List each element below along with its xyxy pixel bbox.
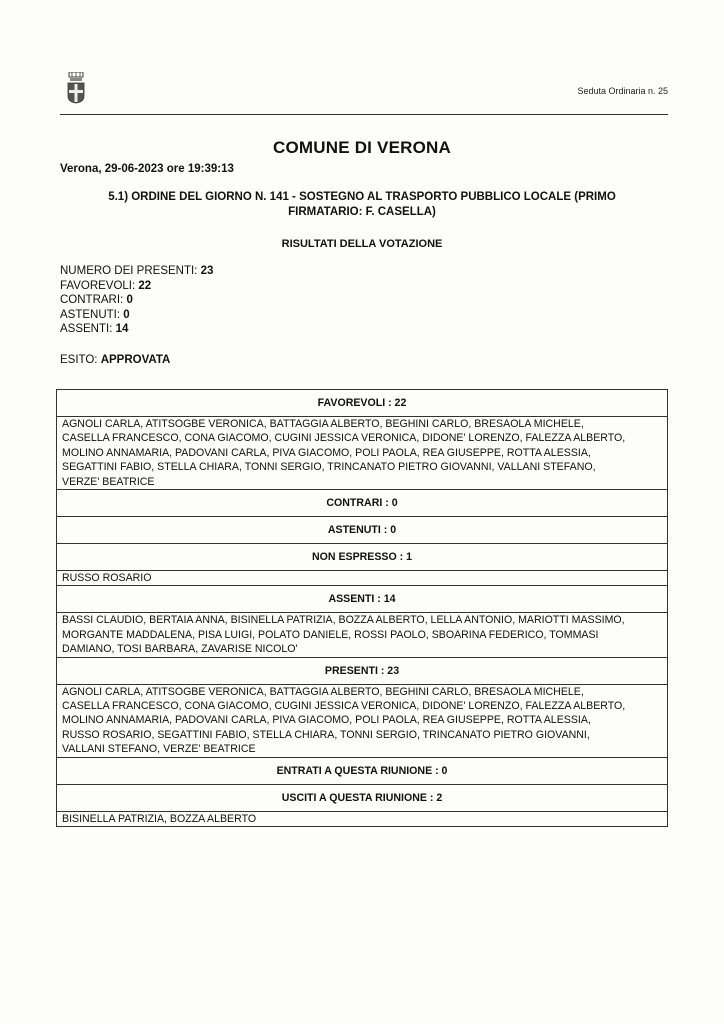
vote-details-table — [56, 389, 668, 827]
vote-counts — [60, 264, 213, 337]
count-value: 22 — [138, 279, 152, 292]
presenti-header: PRESENTI : 23 — [57, 657, 668, 684]
name-line: RUSSO ROSARIO, SEGATTINI FABIO, STELLA CHIARA, TONNI SERGIO, TRINCANATO PIETRO GIOVANNI, — [62, 728, 590, 741]
table-row — [57, 586, 668, 613]
non-espresso-header: NON ESPRESSO : 1 — [57, 544, 668, 571]
name-line: CASELLA FRANCESCO, CONA GIACOMO, CUGINI JESSICA VERONICA, DIDONE' LORENZO, FALEZZA ALBERTO, — [62, 432, 626, 445]
count-contrari — [60, 293, 213, 308]
count-astenuti — [60, 308, 213, 323]
outcome-value: APPROVATA — [100, 354, 171, 366]
table-row — [57, 571, 668, 586]
table-row — [57, 517, 668, 544]
contrari-header: CONTRARI : 0 — [57, 490, 668, 517]
count-label: FAVOREVOLI: — [60, 279, 139, 292]
presenti-names — [57, 684, 668, 757]
count-value: 23 — [200, 265, 214, 277]
count-label: NUMERO DEI PRESENTI: — [60, 265, 201, 277]
name-line: VERZE' BEATRICE — [62, 475, 155, 488]
name-line: SEGATTINI FABIO, STELLA CHIARA, TONNI SERGIO, TRINCANATO PIETRO GIOVANNI, VALLANI STEFANO, — [62, 461, 596, 474]
assenti-names — [57, 613, 668, 657]
astenuti-header: ASTENUTI : 0 — [57, 517, 668, 544]
count-assenti — [60, 322, 213, 337]
agenda-subject-line: 5.1) ORDINE DEL GIORNO N. 141 - SOSTEGNO AL TRASPORTO PUBBLICO LOCALE (PRIMO — [108, 191, 616, 203]
count-label: ASSENTI: — [60, 323, 116, 336]
comune-coat-of-arms-logo — [66, 72, 86, 104]
table-row — [57, 390, 668, 417]
name-line: CASELLA FRANCESCO, CONA GIACOMO, CUGINI JESSICA VERONICA, DIDONE' LORENZO, FALEZZA ALBERTO, — [62, 700, 626, 713]
vote-datetime: Verona, 29-06-2023 ore 19:39:13 — [60, 163, 234, 175]
table-row — [57, 684, 668, 757]
count-label: ASTENUTI: — [60, 308, 124, 321]
name-line: VALLANI STEFANO, VERZE' BEATRICE — [62, 743, 256, 756]
session-number: Seduta Ordinaria n. 25 — [577, 86, 668, 96]
usciti-header: USCITI A QUESTA RIUNIONE : 2 — [57, 784, 668, 811]
table-row — [57, 657, 668, 684]
name-line: DAMIANO, TOSI BARBARA, ZAVARISE NICOLO' — [62, 643, 298, 656]
table-row — [57, 757, 668, 784]
name-line: MOLINO ANNAMARIA, PADOVANI CARLA, PIVA GIACOMO, POLI PAOLA, REA GIUSEPPE, ROTTA ALESSIA, — [62, 446, 591, 459]
count-value: 14 — [115, 323, 129, 336]
usciti-names — [57, 811, 668, 826]
name-line: RUSSO ROSARIO — [62, 572, 152, 585]
favorevoli-header: FAVOREVOLI : 22 — [57, 390, 668, 417]
count-value: 0 — [126, 294, 133, 307]
outcome-label: ESITO: — [60, 354, 101, 366]
name-line: AGNOLI CARLA, ATITSOGBE VERONICA, BATTAGGIA ALBERTO, BEGHINI CARLO, BRESAOLA MICHELE, — [62, 418, 584, 430]
count-value: 0 — [123, 308, 130, 321]
table-row — [57, 417, 668, 490]
name-line: AGNOLI CARLA, ATITSOGBE VERONICA, BATTAGGIA ALBERTO, BEGHINI CARLO, BRESAOLA MICHELE, — [62, 685, 584, 698]
agenda-subject-line: FIRMATARIO: F. CASELLA) — [288, 206, 436, 218]
count-presenti — [60, 264, 213, 279]
favorevoli-names — [57, 417, 668, 490]
count-label: CONTRARI: — [60, 294, 127, 307]
header-divider — [60, 114, 668, 115]
table-row — [57, 490, 668, 517]
count-favorevoli — [60, 279, 213, 294]
entrati-header: ENTRATI A QUESTA RIUNIONE : 0 — [57, 757, 668, 784]
table-row — [57, 544, 668, 571]
assenti-header: ASSENTI : 14 — [57, 586, 668, 613]
vote-outcome — [60, 354, 170, 366]
results-heading: RISULTATI DELLA VOTAZIONE — [281, 238, 443, 250]
agenda-subject — [80, 190, 644, 220]
table-row — [57, 811, 668, 826]
page-title: COMUNE DI VERONA — [273, 138, 451, 157]
table-row — [57, 784, 668, 811]
table-row — [57, 613, 668, 657]
name-line: MORGANTE MADDALENA, PISA LUIGI, POLATO DANIELE, ROSSI PAOLO, SBOARINA FEDERICO, TOMMASI — [62, 628, 599, 641]
name-line: BISINELLA PATRIZIA, BOZZA ALBERTO — [62, 812, 257, 825]
non-espresso-names — [57, 571, 668, 586]
name-line: MOLINO ANNAMARIA, PADOVANI CARLA, PIVA GIACOMO, POLI PAOLA, REA GIUSEPPE, ROTTA ALESSIA, — [62, 714, 591, 727]
name-line: BASSI CLAUDIO, BERTAIA ANNA, BISINELLA PATRIZIA, BOZZA ALBERTO, LELLA ANTONIO, MARIOTTI MASSIMO, — [62, 614, 625, 627]
